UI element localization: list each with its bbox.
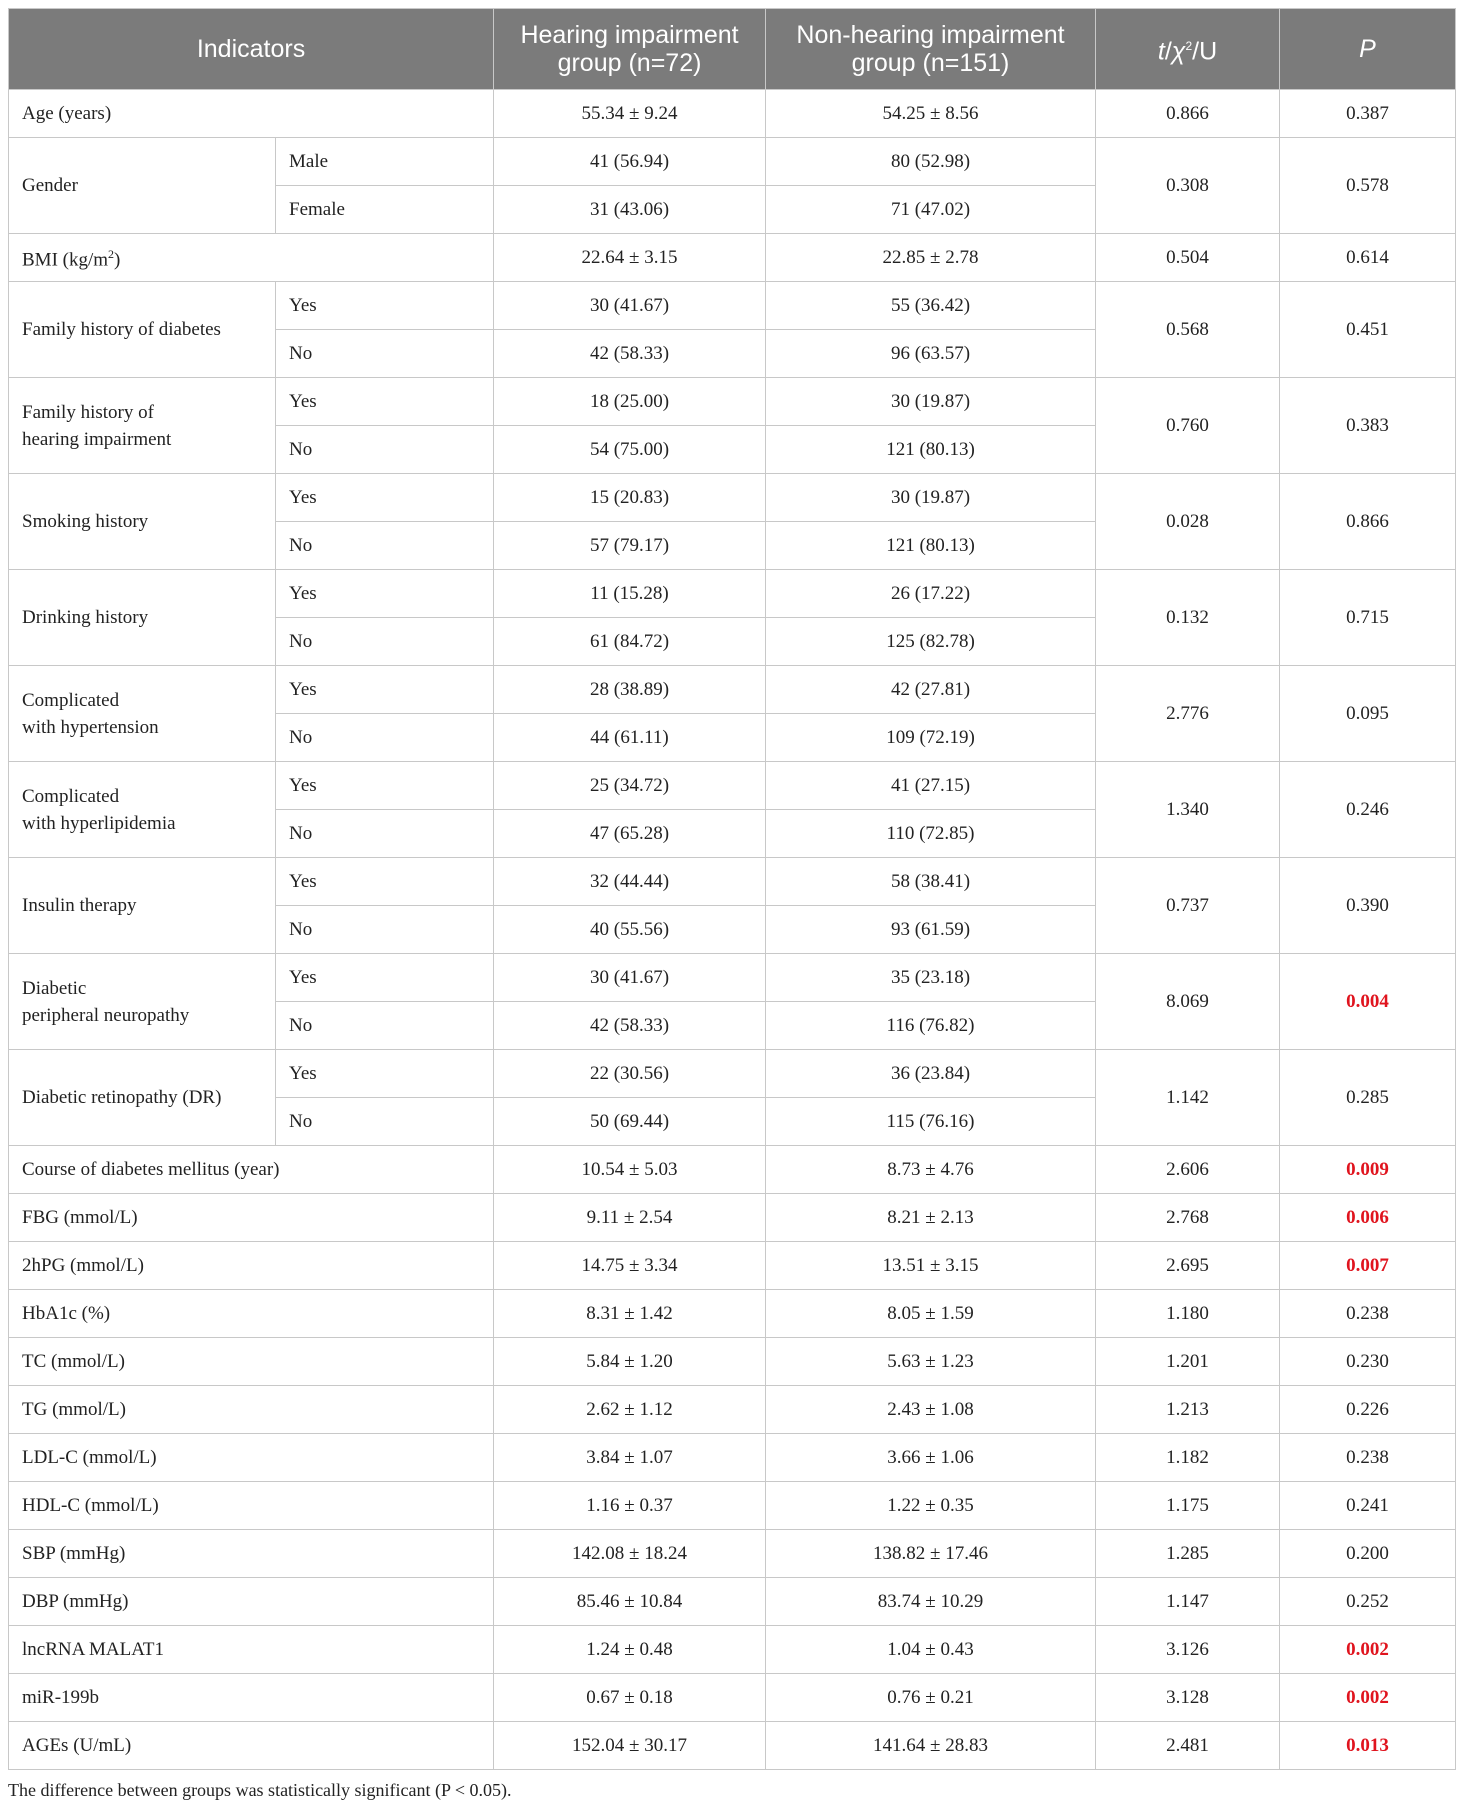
p-value: 0.002	[1280, 1674, 1456, 1722]
indicator-label-line1: Gender	[22, 175, 78, 196]
test-statistic-value: 0.866	[1096, 90, 1280, 138]
non-hearing-impairment-value: 80 (52.98)	[766, 138, 1096, 186]
indicator-label	[9, 666, 276, 762]
subcategory-label: Yes	[276, 570, 494, 618]
p-value: 0.009	[1280, 1146, 1456, 1194]
indicator-label	[9, 138, 276, 234]
header-stat-u: /U	[1192, 37, 1218, 66]
hearing-impairment-value: 8.31 ± 1.42	[494, 1290, 766, 1338]
hearing-impairment-value: 0.67 ± 0.18	[494, 1674, 766, 1722]
hearing-impairment-value: 54 (75.00)	[494, 426, 766, 474]
hearing-impairment-value: 22 (30.56)	[494, 1050, 766, 1098]
table-row	[9, 954, 1456, 1002]
non-hearing-impairment-value: 141.64 ± 28.83	[766, 1722, 1096, 1770]
test-statistic-value: 0.568	[1096, 282, 1280, 378]
test-statistic-value: 0.028	[1096, 474, 1280, 570]
test-statistic-value: 2.481	[1096, 1722, 1280, 1770]
table-row	[9, 474, 1456, 522]
subcategory-label: Yes	[276, 762, 494, 810]
indicator-label-line1: Smoking history	[22, 511, 149, 532]
test-statistic-value: 3.128	[1096, 1674, 1280, 1722]
hearing-impairment-value: 152.04 ± 30.17	[494, 1722, 766, 1770]
table-row	[9, 1578, 1456, 1626]
test-statistic-value: 1.340	[1096, 762, 1280, 858]
indicator-label-line1: Drinking history	[22, 607, 149, 628]
hearing-impairment-value: 25 (34.72)	[494, 762, 766, 810]
p-value: 0.252	[1280, 1578, 1456, 1626]
indicator-label	[9, 1434, 494, 1482]
hearing-impairment-value: 42 (58.33)	[494, 330, 766, 378]
non-hearing-impairment-value: 8.05 ± 1.59	[766, 1290, 1096, 1338]
indicator-label-text: Age (years)	[22, 103, 112, 124]
indicator-label-superscript: 2	[108, 247, 115, 262]
hearing-impairment-value: 44 (61.11)	[494, 714, 766, 762]
hearing-impairment-value: 32 (44.44)	[494, 858, 766, 906]
indicator-label	[9, 1530, 494, 1578]
subcategory-label: Male	[276, 138, 494, 186]
indicator-label	[9, 858, 276, 954]
non-hearing-impairment-value: 96 (63.57)	[766, 330, 1096, 378]
indicator-label	[9, 570, 276, 666]
subcategory-label: No	[276, 426, 494, 474]
hearing-impairment-value: 47 (65.28)	[494, 810, 766, 858]
hearing-impairment-value: 57 (79.17)	[494, 522, 766, 570]
indicator-label	[9, 378, 276, 474]
indicator-label	[9, 1050, 276, 1146]
non-hearing-impairment-value: 109 (72.19)	[766, 714, 1096, 762]
indicator-label-line1: Family history of diabetes	[22, 319, 221, 340]
header-p: P	[1359, 35, 1376, 63]
indicator-label	[9, 1290, 494, 1338]
test-statistic-value: 1.182	[1096, 1434, 1280, 1482]
indicator-label	[9, 762, 276, 858]
indicator-label-text: AGEs (U/mL)	[22, 1735, 132, 1756]
indicator-label-text: miR-199b	[22, 1687, 100, 1708]
non-hearing-impairment-value: 1.22 ± 0.35	[766, 1482, 1096, 1530]
header-group2-line2: group (n=151)	[851, 49, 1010, 77]
p-value: 0.004	[1280, 954, 1456, 1050]
non-hearing-impairment-value: 93 (61.59)	[766, 906, 1096, 954]
hearing-impairment-value: 2.62 ± 1.12	[494, 1386, 766, 1434]
non-hearing-impairment-value: 42 (27.81)	[766, 666, 1096, 714]
p-value: 0.095	[1280, 666, 1456, 762]
indicator-label-suffix: )	[114, 249, 121, 271]
subcategory-label: No	[276, 522, 494, 570]
p-value: 0.241	[1280, 1482, 1456, 1530]
indicator-label	[9, 1674, 494, 1722]
table-row	[9, 1050, 1456, 1098]
non-hearing-impairment-value: 30 (19.87)	[766, 378, 1096, 426]
indicator-label	[9, 1338, 494, 1386]
table-row	[9, 1722, 1456, 1770]
table-container	[8, 8, 1455, 1801]
non-hearing-impairment-value: 71 (47.02)	[766, 186, 1096, 234]
p-value: 0.226	[1280, 1386, 1456, 1434]
comparison-table	[8, 8, 1456, 1770]
indicator-label	[9, 1578, 494, 1626]
indicator-label	[9, 282, 276, 378]
table-row	[9, 234, 1456, 282]
non-hearing-impairment-value: 116 (76.82)	[766, 1002, 1096, 1050]
header-stat-chi: χ	[1171, 37, 1186, 66]
test-statistic-value: 2.606	[1096, 1146, 1280, 1194]
table-row	[9, 1242, 1456, 1290]
non-hearing-impairment-value: 83.74 ± 10.29	[766, 1578, 1096, 1626]
test-statistic-value: 8.069	[1096, 954, 1280, 1050]
p-value: 0.387	[1280, 90, 1456, 138]
indicator-label	[9, 474, 276, 570]
table-row	[9, 1338, 1456, 1386]
indicator-label-line1: Family history of	[22, 401, 154, 423]
hearing-impairment-value: 14.75 ± 3.34	[494, 1242, 766, 1290]
hearing-impairment-value: 1.24 ± 0.48	[494, 1626, 766, 1674]
subcategory-label: No	[276, 330, 494, 378]
p-value: 0.230	[1280, 1338, 1456, 1386]
non-hearing-impairment-value: 30 (19.87)	[766, 474, 1096, 522]
indicator-label-text: DBP (mmHg)	[22, 1591, 129, 1612]
non-hearing-impairment-value: 5.63 ± 1.23	[766, 1338, 1096, 1386]
indicator-label-text: lncRNA MALAT1	[22, 1639, 164, 1660]
test-statistic-value: 1.180	[1096, 1290, 1280, 1338]
table-row	[9, 1626, 1456, 1674]
indicator-label-line2: with hypertension	[22, 716, 159, 738]
indicator-label-line2: hearing impairment	[22, 428, 172, 450]
header-group1-line1: Hearing impairment	[520, 21, 739, 49]
hearing-impairment-value: 50 (69.44)	[494, 1098, 766, 1146]
subcategory-label: Yes	[276, 1050, 494, 1098]
p-value: 0.002	[1280, 1626, 1456, 1674]
p-value: 0.390	[1280, 858, 1456, 954]
non-hearing-impairment-value: 0.76 ± 0.21	[766, 1674, 1096, 1722]
header-non-hearing-impairment-group	[766, 9, 1096, 90]
test-statistic-value: 0.504	[1096, 234, 1280, 282]
indicator-label-line1: Complicated	[22, 689, 120, 711]
hearing-impairment-value: 28 (38.89)	[494, 666, 766, 714]
indicator-label-text: 2hPG (mmol/L)	[22, 1255, 144, 1276]
indicator-label-text: TC (mmol/L)	[22, 1351, 125, 1372]
indicator-label	[9, 234, 494, 282]
test-statistic-value: 0.308	[1096, 138, 1280, 234]
indicator-label-text: BMI (kg/m	[22, 249, 109, 271]
subcategory-label: No	[276, 906, 494, 954]
indicator-label-line2: peripheral neuropathy	[22, 1004, 190, 1026]
table-row	[9, 1482, 1456, 1530]
table-row	[9, 90, 1456, 138]
indicator-label-text: TG (mmol/L)	[22, 1399, 126, 1420]
hearing-impairment-value: 40 (55.56)	[494, 906, 766, 954]
p-value: 0.006	[1280, 1194, 1456, 1242]
table-row	[9, 378, 1456, 426]
hearing-impairment-value: 30 (41.67)	[494, 954, 766, 1002]
indicator-label	[9, 1194, 494, 1242]
p-value: 0.614	[1280, 234, 1456, 282]
subcategory-label: Yes	[276, 378, 494, 426]
non-hearing-impairment-value: 8.21 ± 2.13	[766, 1194, 1096, 1242]
subcategory-label: Yes	[276, 474, 494, 522]
hearing-impairment-value: 61 (84.72)	[494, 618, 766, 666]
header-stat-t: t	[1157, 37, 1165, 66]
test-statistic-value: 3.126	[1096, 1626, 1280, 1674]
test-statistic-value: 2.768	[1096, 1194, 1280, 1242]
non-hearing-impairment-value: 55 (36.42)	[766, 282, 1096, 330]
hearing-impairment-value: 22.64 ± 3.15	[494, 234, 766, 282]
indicator-label-text: HbA1c (%)	[22, 1303, 111, 1324]
test-statistic-value: 2.776	[1096, 666, 1280, 762]
indicator-label-text: LDL-C (mmol/L)	[22, 1447, 157, 1468]
non-hearing-impairment-value: 138.82 ± 17.46	[766, 1530, 1096, 1578]
non-hearing-impairment-value: 26 (17.22)	[766, 570, 1096, 618]
table-row	[9, 570, 1456, 618]
test-statistic-value: 1.175	[1096, 1482, 1280, 1530]
header-stat-chi-sup: 2	[1185, 39, 1193, 54]
p-value: 0.285	[1280, 1050, 1456, 1146]
p-value: 0.246	[1280, 762, 1456, 858]
p-value: 0.383	[1280, 378, 1456, 474]
test-statistic-value: 1.147	[1096, 1578, 1280, 1626]
hearing-impairment-value: 10.54 ± 5.03	[494, 1146, 766, 1194]
hearing-impairment-value: 15 (20.83)	[494, 474, 766, 522]
table-row	[9, 666, 1456, 714]
subcategory-label: No	[276, 714, 494, 762]
indicator-label-text: FBG (mmol/L)	[22, 1207, 138, 1228]
p-value: 0.866	[1280, 474, 1456, 570]
test-statistic-value: 0.132	[1096, 570, 1280, 666]
non-hearing-impairment-value: 8.73 ± 4.76	[766, 1146, 1096, 1194]
table-row	[9, 1386, 1456, 1434]
hearing-impairment-value: 30 (41.67)	[494, 282, 766, 330]
non-hearing-impairment-value: 110 (72.85)	[766, 810, 1096, 858]
test-statistic-value: 1.213	[1096, 1386, 1280, 1434]
non-hearing-impairment-value: 115 (76.16)	[766, 1098, 1096, 1146]
test-statistic-value: 1.142	[1096, 1050, 1280, 1146]
indicator-label-line1: Insulin therapy	[22, 895, 137, 916]
subcategory-label: Yes	[276, 954, 494, 1002]
indicator-label	[9, 1386, 494, 1434]
non-hearing-impairment-value: 54.25 ± 8.56	[766, 90, 1096, 138]
table-row	[9, 858, 1456, 906]
indicator-label	[9, 1482, 494, 1530]
indicator-label-text: Course of diabetes mellitus (year)	[22, 1159, 280, 1180]
table-row	[9, 762, 1456, 810]
table-body	[9, 90, 1456, 1770]
hearing-impairment-value: 42 (58.33)	[494, 1002, 766, 1050]
indicator-label-line1: Diabetic retinopathy (DR)	[22, 1087, 222, 1108]
hearing-impairment-value: 55.34 ± 9.24	[494, 90, 766, 138]
hearing-impairment-value: 11 (15.28)	[494, 570, 766, 618]
table-row	[9, 1146, 1456, 1194]
test-statistic-value: 0.737	[1096, 858, 1280, 954]
non-hearing-impairment-value: 58 (38.41)	[766, 858, 1096, 906]
test-statistic-value: 2.695	[1096, 1242, 1280, 1290]
table-row	[9, 138, 1456, 186]
non-hearing-impairment-value: 35 (23.18)	[766, 954, 1096, 1002]
indicator-label-text: SBP (mmHg)	[22, 1543, 126, 1564]
non-hearing-impairment-value: 41 (27.15)	[766, 762, 1096, 810]
header-group2-line1: Non-hearing impairment	[796, 21, 1065, 49]
table-row	[9, 1194, 1456, 1242]
header-row	[9, 9, 1456, 90]
indicator-label	[9, 954, 276, 1050]
header-group1-line2: group (n=72)	[557, 49, 702, 77]
subcategory-label: Female	[276, 186, 494, 234]
table-footnote: The difference between groups was statistically significant (P < 0.05).	[8, 1780, 512, 1800]
hearing-impairment-value: 31 (43.06)	[494, 186, 766, 234]
hearing-impairment-value: 1.16 ± 0.37	[494, 1482, 766, 1530]
non-hearing-impairment-value: 121 (80.13)	[766, 522, 1096, 570]
subcategory-label: Yes	[276, 666, 494, 714]
non-hearing-impairment-value: 3.66 ± 1.06	[766, 1434, 1096, 1482]
non-hearing-impairment-value: 13.51 ± 3.15	[766, 1242, 1096, 1290]
hearing-impairment-value: 18 (25.00)	[494, 378, 766, 426]
table-row	[9, 1674, 1456, 1722]
hearing-impairment-value: 9.11 ± 2.54	[494, 1194, 766, 1242]
hearing-impairment-value: 41 (56.94)	[494, 138, 766, 186]
non-hearing-impairment-value: 125 (82.78)	[766, 618, 1096, 666]
header-hearing-impairment-group	[494, 9, 766, 90]
hearing-impairment-value: 142.08 ± 18.24	[494, 1530, 766, 1578]
table-row	[9, 1530, 1456, 1578]
subcategory-label: No	[276, 1002, 494, 1050]
indicator-label	[9, 90, 494, 138]
indicator-label	[9, 1146, 494, 1194]
table-row	[9, 1290, 1456, 1338]
indicator-label	[9, 1722, 494, 1770]
indicator-label	[9, 1242, 494, 1290]
p-value: 0.451	[1280, 282, 1456, 378]
test-statistic-value: 1.201	[1096, 1338, 1280, 1386]
non-hearing-impairment-value: 121 (80.13)	[766, 426, 1096, 474]
p-value: 0.200	[1280, 1530, 1456, 1578]
non-hearing-impairment-value: 36 (23.84)	[766, 1050, 1096, 1098]
hearing-impairment-value: 3.84 ± 1.07	[494, 1434, 766, 1482]
header-test-statistic: $t/\chi^2/U$	[1096, 9, 1280, 90]
table-row	[9, 1434, 1456, 1482]
table-row	[9, 282, 1456, 330]
p-value: 0.715	[1280, 570, 1456, 666]
subcategory-label: No	[276, 810, 494, 858]
indicator-label-line1: Diabetic	[22, 977, 87, 999]
indicator-label	[9, 1626, 494, 1674]
non-hearing-impairment-value: 22.85 ± 2.78	[766, 234, 1096, 282]
subcategory-label: No	[276, 1098, 494, 1146]
p-value: 0.238	[1280, 1434, 1456, 1482]
p-value: 0.007	[1280, 1242, 1456, 1290]
indicator-label-text: HDL-C (mmol/L)	[22, 1495, 159, 1516]
p-value: 0.238	[1280, 1290, 1456, 1338]
test-statistic-value: 1.285	[1096, 1530, 1280, 1578]
subcategory-label: Yes	[276, 282, 494, 330]
non-hearing-impairment-value: 2.43 ± 1.08	[766, 1386, 1096, 1434]
p-value: 0.013	[1280, 1722, 1456, 1770]
test-statistic-value: 0.760	[1096, 378, 1280, 474]
p-value: 0.578	[1280, 138, 1456, 234]
subcategory-label: No	[276, 618, 494, 666]
hearing-impairment-value: 5.84 ± 1.20	[494, 1338, 766, 1386]
header-p-value	[1280, 9, 1456, 90]
non-hearing-impairment-value: 1.04 ± 0.43	[766, 1626, 1096, 1674]
subcategory-label: Yes	[276, 858, 494, 906]
indicator-label-line2: with hyperlipidemia	[22, 812, 176, 834]
indicator-label-line1: Complicated	[22, 785, 120, 807]
hearing-impairment-value: 85.46 ± 10.84	[494, 1578, 766, 1626]
header-indicators: Indicators	[9, 9, 494, 90]
